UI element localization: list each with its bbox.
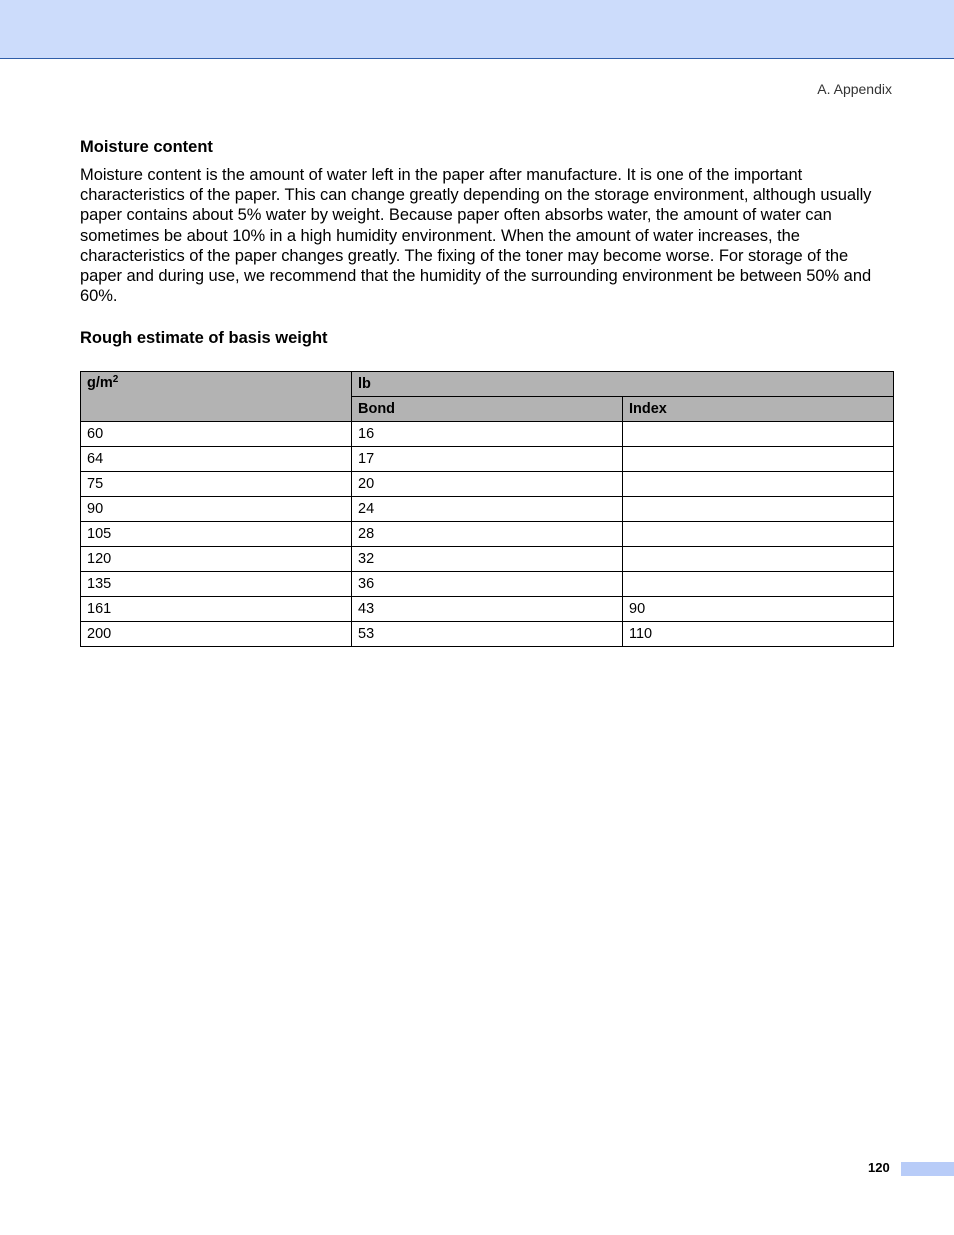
cell-bond: 17 — [352, 447, 623, 472]
header-index: Index — [623, 397, 894, 422]
cell-bond: 43 — [352, 597, 623, 622]
header-gsm — [81, 372, 352, 422]
cell-bond: 28 — [352, 522, 623, 547]
cell-index — [623, 447, 894, 472]
cell-index — [623, 422, 894, 447]
basis-weight-table — [80, 371, 894, 647]
cell-gsm: 135 — [81, 572, 352, 597]
cell-bond: 16 — [352, 422, 623, 447]
page-number: 120 — [868, 1160, 890, 1175]
cell-gsm: 60 — [81, 422, 352, 447]
cell-gsm: 200 — [81, 622, 352, 647]
table-row — [81, 422, 894, 447]
table-row — [81, 522, 894, 547]
cell-bond: 20 — [352, 472, 623, 497]
footer-tab — [901, 1162, 954, 1176]
cell-index — [623, 572, 894, 597]
cell-gsm: 161 — [81, 597, 352, 622]
cell-index — [623, 547, 894, 572]
table-body — [81, 422, 894, 647]
table-row — [81, 472, 894, 497]
cell-gsm: 90 — [81, 497, 352, 522]
header-bond: Bond — [352, 397, 623, 422]
cell-gsm: 120 — [81, 547, 352, 572]
cell-index: 90 — [623, 597, 894, 622]
moisture-paragraph: Moisture content is the amount of water left in the paper after manufacture. It is one of the important characteristics of the paper. This can change greatly depending on the storage environment, although usually paper contains about 5% water by weight. Because paper often absorbs water, the amount of water can sometimes be about 10% in a high humidity environment. When the amount of water increases, the characteristics of the paper changes greatly. The fixing of the toner may become worse. For storage of the paper and during use, we recommend that the humidity of the surrounding environment be between 50% and 60%. — [80, 166, 872, 306]
header-lb: lb — [352, 372, 894, 397]
header-gsm-superscript: 2 — [112, 374, 119, 386]
table-header-row — [81, 372, 894, 397]
table-row — [81, 622, 894, 647]
page-content — [80, 137, 893, 647]
moisture-heading: Moisture content — [80, 138, 213, 156]
table-row — [81, 597, 894, 622]
basis-weight-heading: Rough estimate of basis weight — [80, 329, 328, 348]
cell-index — [623, 522, 894, 547]
cell-gsm: 64 — [81, 447, 352, 472]
cell-index: 110 — [623, 622, 894, 647]
table-row — [81, 547, 894, 572]
header-gsm-label: g/m — [87, 375, 113, 392]
cell-index — [623, 472, 894, 497]
cell-gsm: 75 — [81, 472, 352, 497]
cell-bond: 24 — [352, 497, 623, 522]
header-band — [0, 0, 954, 59]
cell-bond: 32 — [352, 547, 623, 572]
table-row — [81, 447, 894, 472]
table-row — [81, 572, 894, 597]
cell-bond: 36 — [352, 572, 623, 597]
cell-gsm: 105 — [81, 522, 352, 547]
table-row — [81, 497, 894, 522]
cell-index — [623, 497, 894, 522]
chapter-label: A. Appendix — [817, 81, 892, 97]
cell-bond: 53 — [352, 622, 623, 647]
